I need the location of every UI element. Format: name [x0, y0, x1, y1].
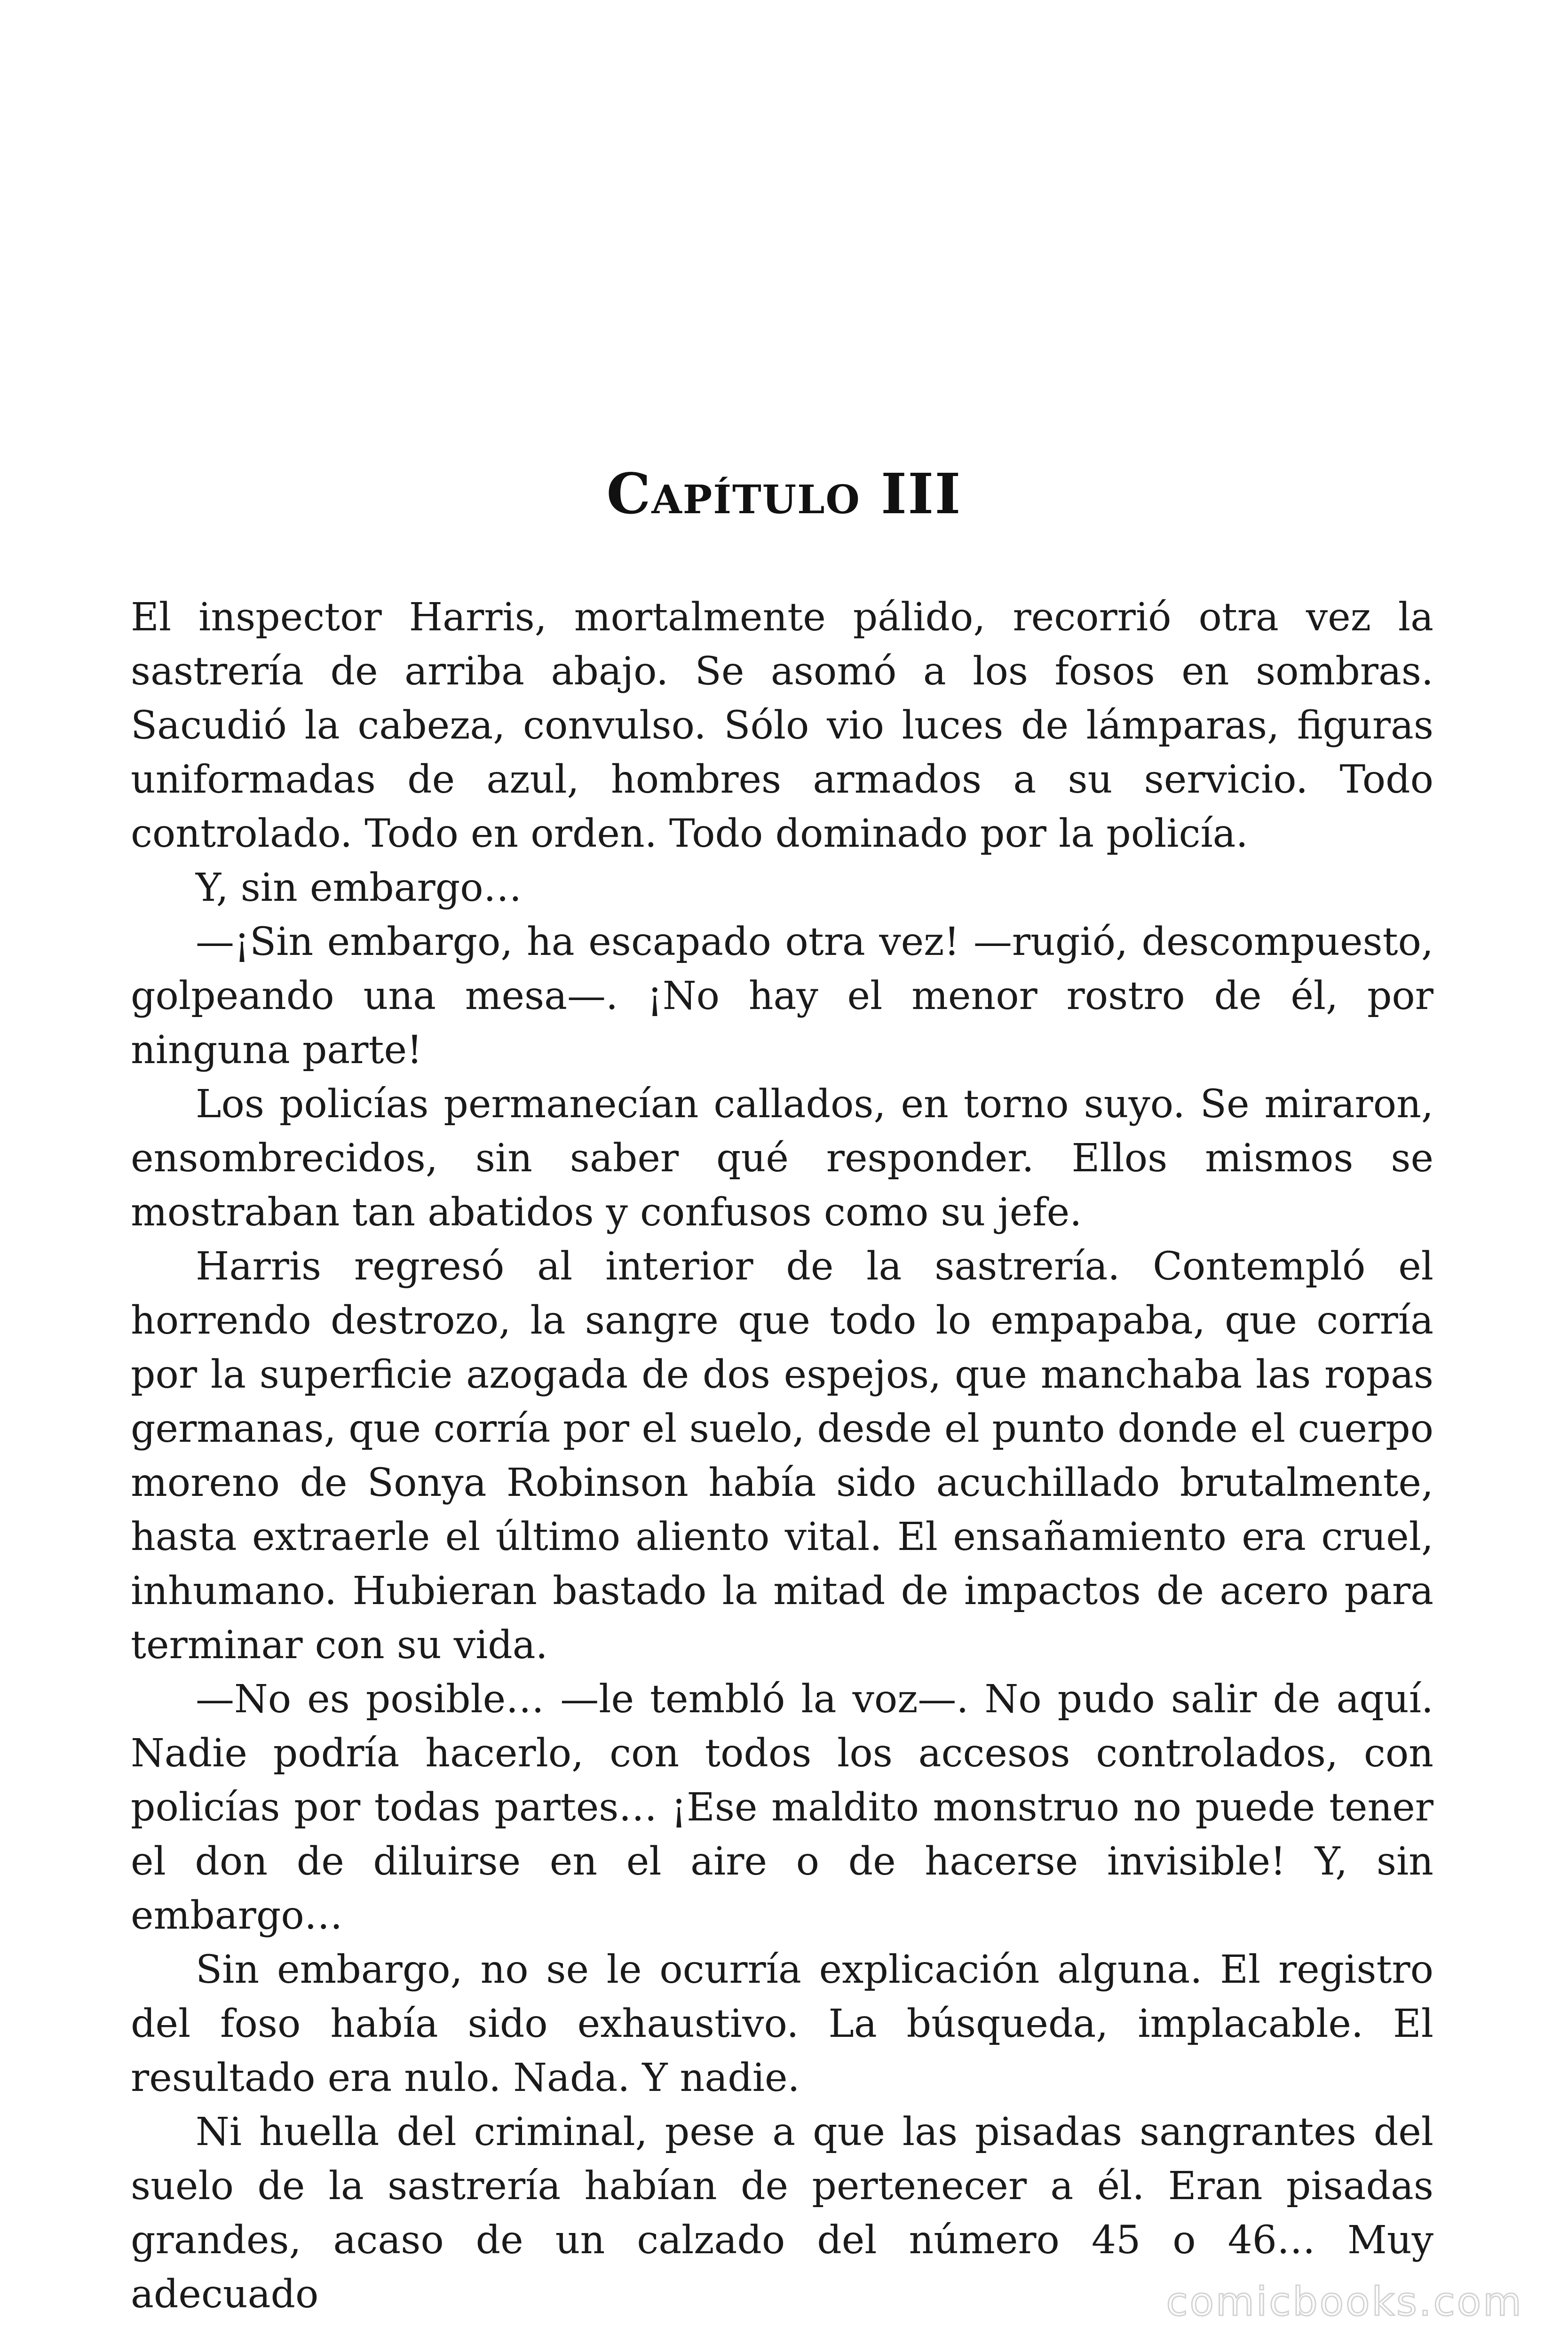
paragraph-4: Los policías permanecían callados, en torno suyo. Se miraron, ensombrecidos, sin saber qué responder. Ellos mismos se mostraban tan abatidos y confusos como su jefe. — [131, 1082, 1433, 1235]
chapter-body — [131, 590, 1433, 2321]
paragraph-2: Y, sin embargo… — [196, 866, 522, 910]
watermark: comicbooks.com — [1166, 2279, 1523, 2325]
paragraph-5: Harris regresó al interior de la sastrería. Contempló el horrendo destrozo, la sangre que todo lo empapaba, que corría por la superficie azogada de dos espejos, que manchaba las ropas germanas, que corría por el suelo, desde el punto donde el cuerpo moreno de Sonya Robinson había sido acuchillado brutalmente, hasta extraerle el último aliento vital. El ensañamiento era cruel, inhumano. Hubieran bastado la mitad de impactos de acero para terminar con su vida. — [131, 1244, 1433, 1668]
chapter-title: Capítulo III — [606, 461, 962, 526]
paragraph-3: —¡Sin embargo, ha escapado otra vez! —rugió, descompuesto, golpeando una mesa—. ¡No hay el menor rostro de él, por ninguna parte! — [131, 920, 1433, 1073]
paragraph-7: Sin embargo, no se le ocurría explicación alguna. El registro del foso había sido exhaustivo. La búsqueda, implacable. El resultado era nulo. Nada. Y nadie. — [131, 1947, 1433, 2100]
paragraph-8: Ni huella del criminal, pese a que las pisadas sangrantes del suelo de la sastrería habían de pertenecer a él. Eran pisadas grandes, acaso de un calzado del número 45 o 46… Muy adecuado — [131, 2110, 1433, 2317]
paragraph-6: —No es posible… —le tembló la voz—. No pudo salir de aquí. Nadie podría hacerlo, con todos los accesos controlados, con policías por todas partes… ¡Ese maldito monstruo no puede tener el don de diluirse en el aire o de hacerse invisible! Y, sin embargo… — [131, 1677, 1433, 1938]
paragraph-1: El inspector Harris, mortalmente pálido, recorrió otra vez la sastrería de arriba abajo. Se asomó a los fosos en sombras. Sacudió la cabeza, convulso. Sólo vio luces de lámparas, figuras uniformadas de azul, hombres armados a su servicio. Todo controlado. Todo en orden. Todo dominado por la policía. — [131, 595, 1433, 856]
